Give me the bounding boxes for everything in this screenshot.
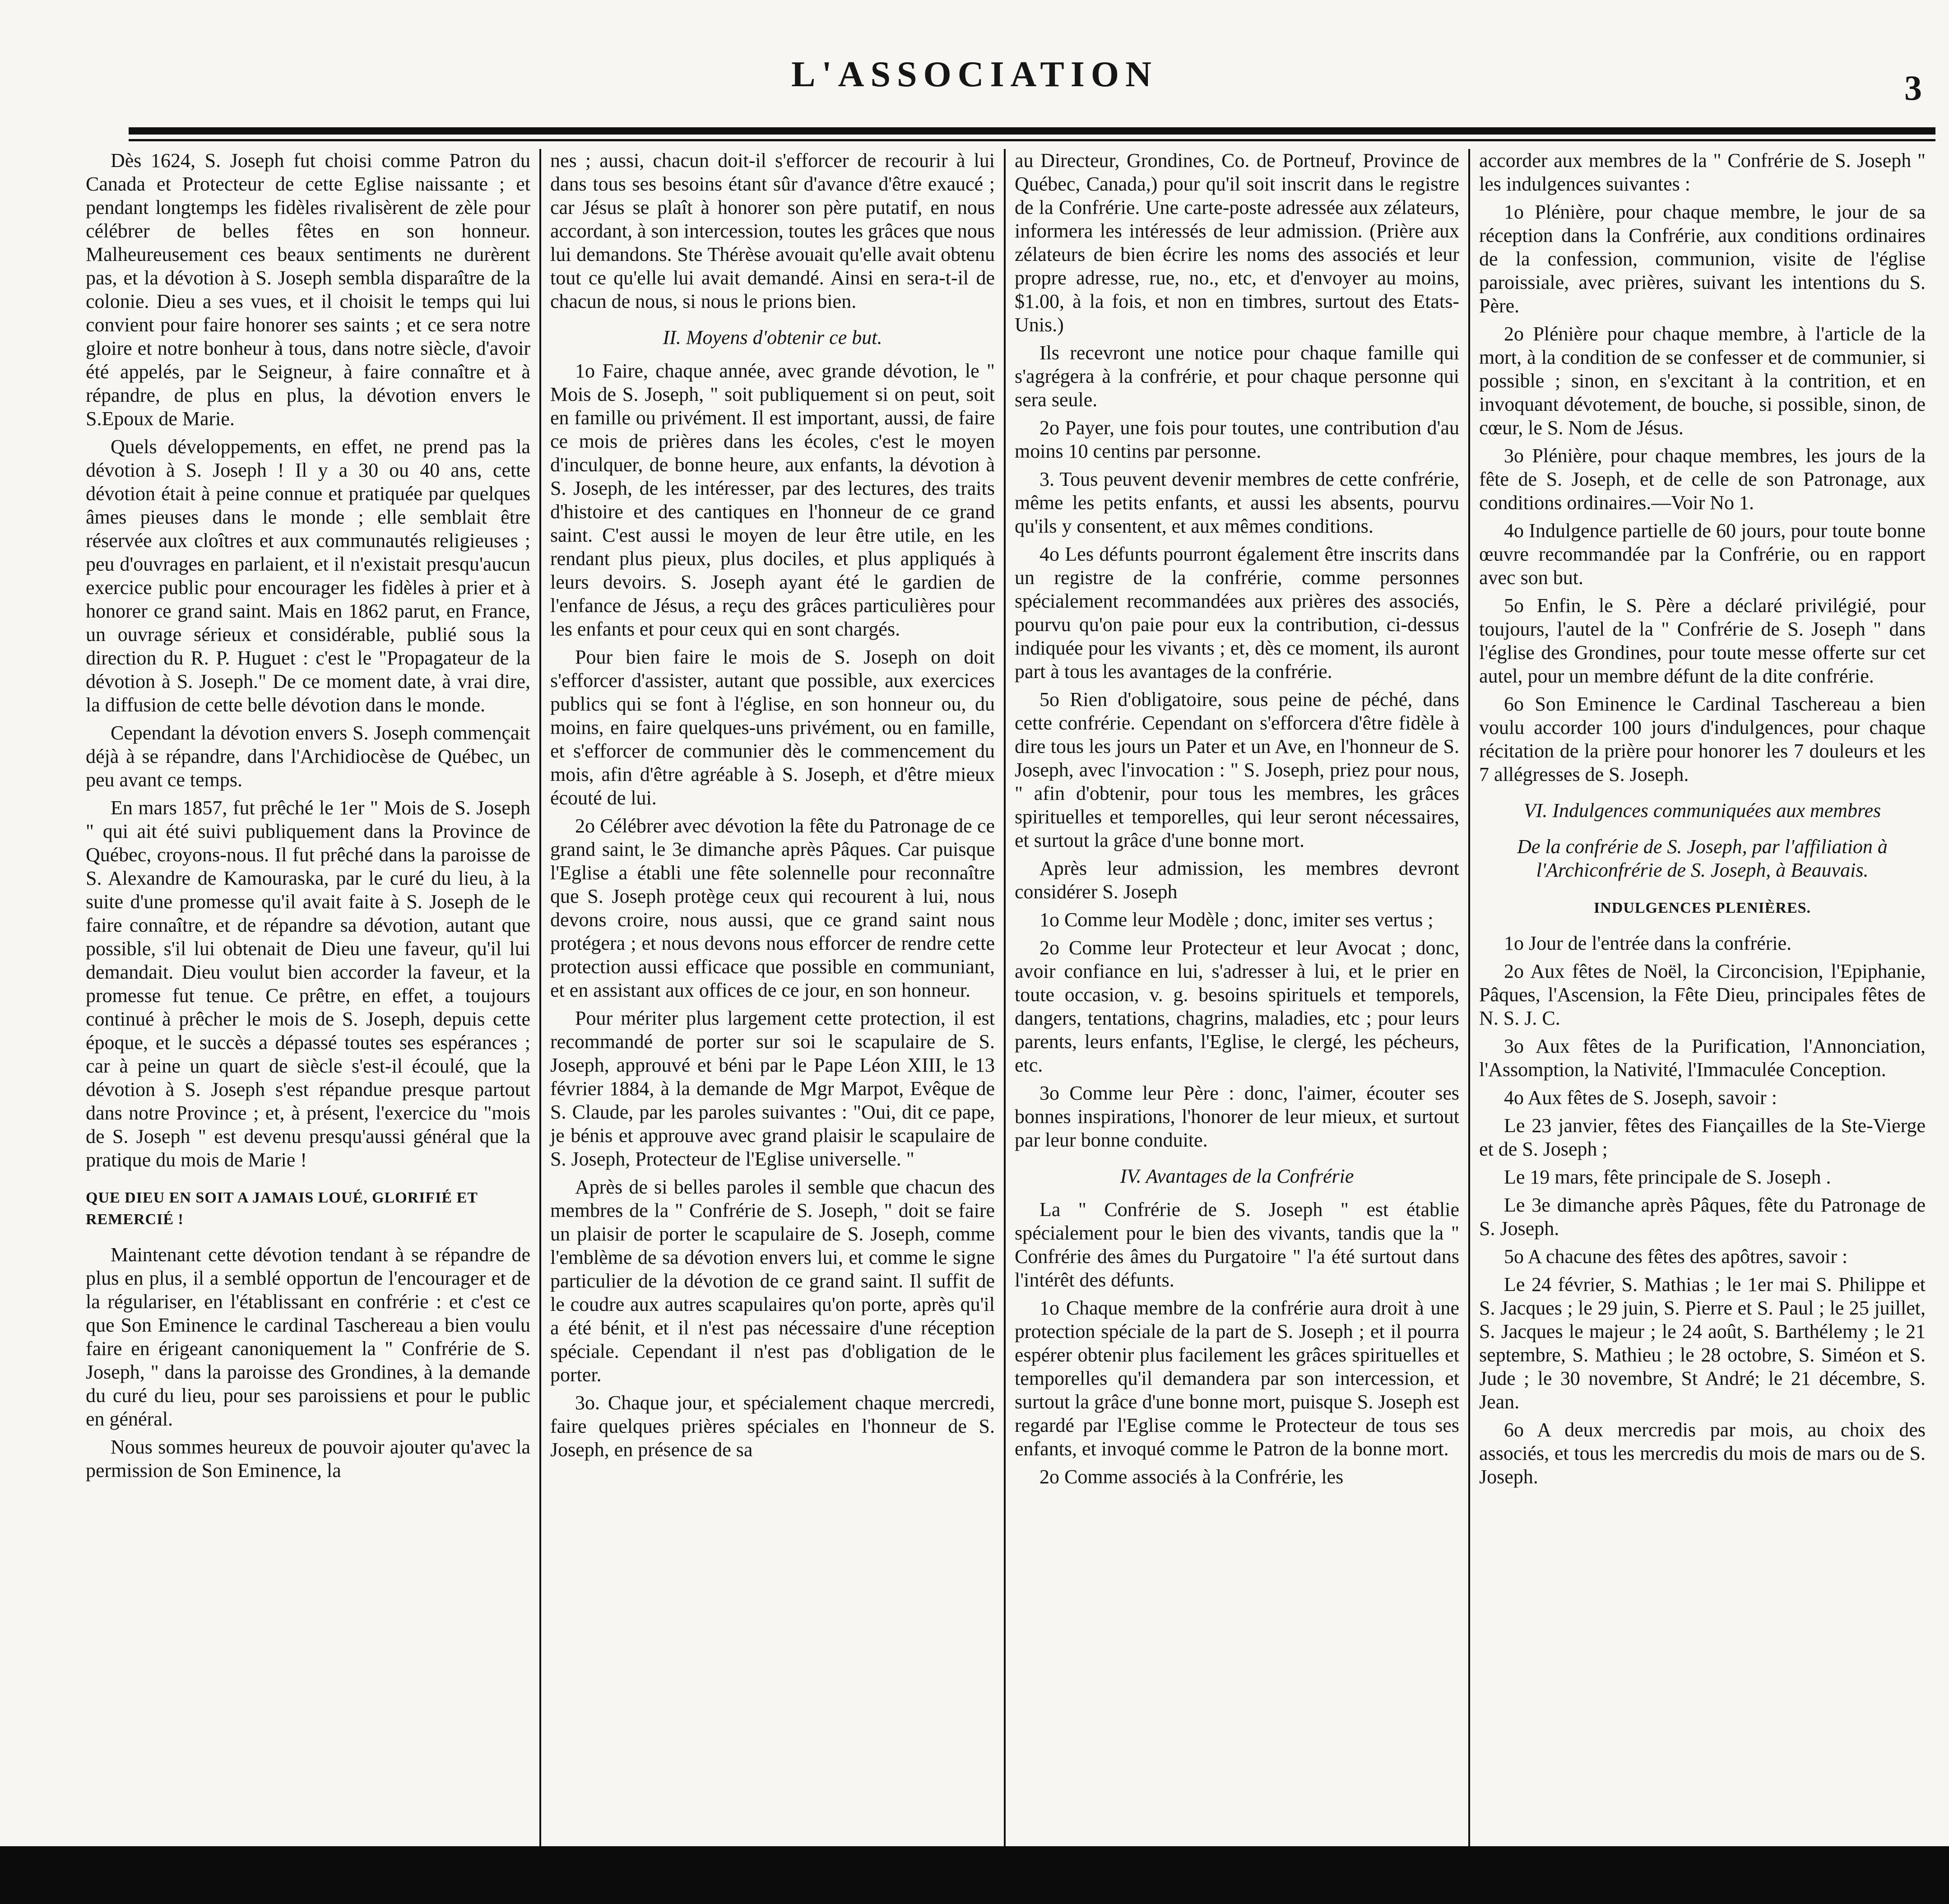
paragraph: 6o Son Eminence le Cardinal Taschereau a bien voulu accorder 100 jours d'indulgences, pour chaque récitation de la prière pour honorer les 7 douleurs et les 7 allégresses de S. Joseph. — [1479, 693, 1926, 785]
article-columns — [77, 149, 1935, 1846]
header-rule-thick — [129, 127, 1935, 135]
section-heading: VI. Indulgences communiquées aux membres — [1523, 799, 1881, 822]
paragraph: 3. Tous peuvent devenir membres de cette confrérie, même les petits enfants, et aussi les absents, pourvu qu'ils y consentent, et aux mêmes conditions. — [1015, 468, 1459, 537]
caps-heading: INDULGENCES PLENIÈRES. — [1593, 900, 1811, 916]
caps-heading: QUE DIEU EN SOIT A JAMAIS LOUÉ, GLORIFIÉ ET REMERCIÉ ! — [86, 1189, 478, 1228]
paragraph: 2o Célébrer avec dévotion la fête du Patronage de ce grand saint, le 3e dimanche après Pâques. Car puisque l'Eglise a établi une fête solennelle pour reconnaître que S. Joseph protège ceux qui recourent à lui, nous devons croire, nous aussi, que ce grand saint nous protégera ; et nous devons nous efforcer de rendre cette protection aussi efficace que possible en communiant, et en assistant aux offices de ce jour, en son honneur. — [550, 815, 995, 1001]
paragraph: 4o Les défunts pourront également être inscrits dans un registre de la confrérie, comme personnes spécialement recommandées aux prières des associés, pourvu qu'on paie pour eux la contribution, ci-dessus indiquée pour les vivants ; et, dès ce moment, ils auront part à tous les avantages de la confrérie. — [1015, 543, 1459, 683]
paragraph: accorder aux membres de la " Confrérie de S. Joseph " les indulgences suivantes : — [1479, 149, 1926, 195]
column-4 — [1470, 149, 1935, 1846]
paragraph: 6o A deux mercredis par mois, au choix des associés, et tous les mercredis du mois de mars ou de S. Joseph. — [1479, 1419, 1926, 1488]
paragraph: 3o Plénière, pour chaque membres, les jours de la fête de S. Joseph, et de celle de son Patronage, aux conditions ordinaires.—Voir No 1. — [1479, 445, 1926, 514]
scan-edge-bar — [0, 1846, 1949, 1904]
paragraph: Le 24 février, S. Mathias ; le 1er mai S. Philippe et S. Jacques ; le 29 juin, S. Pierre et S. Paul ; le 25 juillet, S. Jacques le majeur ; le 24 août, S. Barthélemy ; le 21 septembre, S. Mathieu ; le 28 octobre, S. Siméon et S. Jude ; le 30 novembre, St André; le 21 décembre, S. Jean. — [1479, 1273, 1926, 1413]
paragraph: 4o Aux fêtes de S. Joseph, savoir : — [1504, 1087, 1777, 1109]
paragraph: Après leur admission, les membres devront considérer S. Joseph — [1015, 857, 1459, 903]
page-number: 3 — [1904, 68, 1922, 107]
paragraph: Le 23 janvier, fêtes des Fiançailles de la Ste-Vierge et de S. Joseph ; — [1479, 1115, 1926, 1160]
page-header — [0, 0, 1949, 131]
paragraph: 1o Comme leur Modèle ; donc, imiter ses vertus ; — [1039, 909, 1434, 931]
column-1 — [77, 149, 541, 1846]
paragraph: Pour bien faire le mois de S. Joseph on doit s'efforcer d'assister, autant que possible, aux exercices publics qui se font à l'église, en son honneur ou, du moins, en faire quelques-uns privément, ou en famille, et s'efforcer de communier dès le commencement du mois, afin d'être agréable à S. Joseph, et d'être mieux écouté de lui. — [550, 646, 995, 809]
section-heading: IV. Avantages de la Confrérie — [1120, 1165, 1354, 1187]
paragraph: 1o Faire, chaque année, avec grande dévotion, le " Mois de S. Joseph, " soit publiquement si on peut, soit en famille ou privément. Il est important, aussi, de faire ce mois de prières dans les écoles, c'est le moyen d'inculquer, de bonne heure, aux enfants, la dévotion à S. Joseph, de les intéresser, par des lectures, des traits d'histoire et des cantiques en l'honneur de ce grand saint. C'est aussi le moyen de leur être utile, en les rendant plus pieux, plus dociles, et plus appliqués à leurs devoirs. S. Joseph ayant été le gardien de l'enfance de Jésus, a reçu des grâces particulières pour les enfants et pour ceux qui en sont chargés. — [550, 360, 995, 640]
paragraph: Le 19 mars, fête principale de S. Joseph . — [1504, 1166, 1831, 1188]
column-3 — [1006, 149, 1470, 1846]
paragraph: 2o Comme leur Protecteur et leur Avocat ; donc, avoir confiance en lui, s'adresser à lui, et le prier en toute occasion, v. g. besoins spirituels et temporels, dangers, tentations, chagrins, maladies, etc ; pour leurs parents, leurs enfants, l'Eglise, le clergé, les pécheurs, etc. — [1015, 937, 1459, 1076]
paragraph: Pour mériter plus largement cette protection, il est recommandé de porter sur soi le scapulaire de S. Joseph, approuvé et béni par le Pape Léon XIII, le 13 février 1884, à la demande de Mgr Marpot, Evêque de S. Claude, par les paroles suivantes : "Oui, dit ce pape, je bénis et approuve avec grand plaisir le scapulaire de S. Joseph, Protecteur de l'Eglise universelle. " — [550, 1007, 995, 1170]
paragraph: Cependant la dévotion envers S. Joseph commençait déjà à se répandre, dans l'Archidiocèse de Québec, un peu avant ce temps. — [86, 722, 530, 791]
paragraph: 3o Comme leur Père : donc, l'aimer, écouter ses bonnes inspirations, l'honorer de leur mieux, et surtout par leur bonne conduite. — [1015, 1082, 1459, 1151]
header-rule-thin — [129, 139, 1935, 141]
paragraph: Après de si belles paroles il semble que chacun des membres de la " Confrérie de S. Joseph, " doit se faire un plaisir de porter le scapulaire de S. Joseph, comme l'emblème de sa dévotion envers lui, et comme le signe particulier de la dévotion de ce grand saint. Il suffit de le coudre aux autres scapulaires qu'on porte, après qu'il a été bénit, et il n'est pas nécessaire d'une réception spéciale. Cependant il n'est pas d'obligation de le porter. — [550, 1176, 995, 1386]
paragraph: Le 3e dimanche après Pâques, fête du Patronage de S. Joseph. — [1479, 1194, 1926, 1240]
section-heading: De la confrérie de S. Joseph, par l'affiliation à l'Archiconfrérie de S. Joseph, à Beauvais. — [1517, 836, 1888, 881]
paragraph: 1o Plénière, pour chaque membre, le jour de sa réception dans la Confrérie, aux conditions ordinaires de la confession, communion, visite de l'église paroissiale, avec prières, suivant les intentions du S. Père. — [1479, 201, 1926, 317]
paragraph: Ils recevront une notice pour chaque famille qui s'agrégera à la confrérie, et pour chaque personne qui sera seule. — [1015, 342, 1459, 411]
paragraph: Maintenant cette dévotion tendant à se répandre de plus en plus, il a semblé opportun de l'encourager et de la régulariser, en l'établissant en confrérie : et c'est ce que Son Eminence le cardinal Taschereau a bien voulu faire en érigeant canoniquement la " Confrérie de S. Joseph, " dans la paroisse des Grondines, à la demande du curé du lieu, pour ses paroissiens et pour le public en général. — [86, 1244, 530, 1430]
paragraph: Dès 1624, S. Joseph fut choisi comme Patron du Canada et Protecteur de cette Eglise naissante ; et pendant longtemps les fidèles rivalisèrent de zèle pour célébrer de belles fêtes en son honneur. Malheureusement ces beaux sentiments ne durèrent pas, et la dévotion à S. Joseph sembla disparaître de la colonie. Dieu a ses vues, et il choisit le temps qui lui convient pour faire honorer ses saints ; et ce sera notre gloire et notre bonheur à tous, dans notre siècle, d'avoir été appelés, par le Seigneur, à faire connaître et à répandre, de plus en plus, la dévotion envers le S.Epoux de Marie. — [86, 149, 530, 430]
paragraph: 1o Jour de l'entrée dans la confrérie. — [1504, 932, 1792, 954]
paragraph: au Directeur, Grondines, Co. de Portneuf, Province de Québec, Canada,) pour qu'il soit inscrit dans le registre de la Confrérie. Une carte-poste adressée aux zélateurs, informera les intéressés de leur admission. (Prière aux zélateurs de bien écrire les noms des associés et leur propre adresse, rue, no., etc, et d'envoyer au moins, $1.00, à la fois, et non en timbres, surtout des Etats-Unis.) — [1015, 149, 1459, 336]
paragraph: 5o Rien d'obligatoire, sous peine de péché, dans cette confrérie. Cependant on s'efforcera d'être fidèle à dire tous les jours un Pater et un Ave, en l'honneur de S. Joseph, avec l'invocation : " S. Joseph, priez pour nous, " afin d'obtenir, pour tous les membres, les grâces spirituelles et temporelles, qui leur seront nécessaires, et surtout la grâce d'une bonne mort. — [1015, 688, 1459, 851]
column-2 — [541, 149, 1006, 1846]
paragraph: 1o Chaque membre de la confrérie aura droit à une protection spéciale de la part de S. Joseph ; et il pourra espérer obtenir plus facilement les grâces spirituelles et temporelles qu'il demandera par son intercession, et surtout la grâce d'une bonne mort, puisque S. Joseph est regardé par l'Eglise comme le Protecteur de tous ses enfants, et invoqué comme le Patron de la bonne mort. — [1015, 1297, 1459, 1460]
paragraph: 3o. Chaque jour, et spécialement chaque mercredi, faire quelques prières spéciales en l'honneur de S. Joseph, en présence de sa — [550, 1392, 995, 1461]
paragraph: Quels développements, en effet, ne prend pas la dévotion à S. Joseph ! Il y a 30 ou 40 ans, cette dévotion était à peine connue et pratiquée par quelques âmes pieuses dans le monde ; elle semblait être réservée aux cloîtres et aux communautés religieuses ; peu d'ouvrages en parlaient, et il n'existait presqu'aucun exercice public pour encourager les fidèles à prier et à honorer ce grand saint. Mais en 1862 parut, en France, un ouvrage sérieux et considérable, publié sous la direction du R. P. Huguet : c'est le "Propagateur de la dévotion à S. Joseph." De ce moment date, à vrai dire, la diffusion de cette belle dévotion dans le monde. — [86, 436, 530, 716]
paragraph: 2o Aux fêtes de Noël, la Circoncision, l'Epiphanie, Pâques, l'Ascension, la Fête Dieu, principales fêtes de N. S. J. C. — [1479, 960, 1926, 1029]
paragraph: nes ; aussi, chacun doit-il s'efforcer de recourir à lui dans tous ses besoins étant sûr d'avance d'être exaucé ; car Jésus se plaît à honorer son père putatif, en nous accordant, à son intercession, toutes les grâces que nous lui demandons. Ste Thérèse avouait qu'elle avait obtenu tout ce qu'elle lui avait demandé. Ainsi en sera-t-il de chacun de nous, si nous le prions bien. — [550, 149, 995, 312]
paragraph: 2o Comme associés à la Confrérie, les — [1039, 1466, 1344, 1488]
paragraph: 5o Enfin, le S. Père a déclaré privilégié, pour toujours, l'autel de la " Confrérie de S. Joseph " dans l'église des Grondines, pour toute messe offerte sur cet autel, pour un membre défunt de la dite confrérie. — [1479, 594, 1926, 687]
running-title: L'ASSOCIATION — [791, 55, 1158, 94]
section-heading: II. Moyens d'obtenir ce but. — [663, 326, 882, 348]
paragraph: 3o Aux fêtes de la Purification, l'Annonciation, l'Assomption, la Nativité, l'Immaculée Conception. — [1479, 1035, 1926, 1081]
paragraph: 4o Indulgence partielle de 60 jours, pour toute bonne œuvre recommandée par la Confrérie, ou en rapport avec son but. — [1479, 520, 1926, 589]
paragraph: 2o Payer, une fois pour toutes, une contribution d'au moins 10 centins par personne. — [1015, 417, 1459, 462]
paragraph: 5o A chacune des fêtes des apôtres, savoir : — [1504, 1245, 1848, 1268]
paragraph: En mars 1857, fut prêché le 1er " Mois de S. Joseph " qui ait été suivi publiquement dans la Province de Québec, croyons-nous. Il fut prêché dans la paroisse de S. Alexandre de Kamouraska, par le curé du lieu, à la suite d'une promesse qu'il avait faite à S. Joseph de le faire connaître, et de répandre sa dévotion, autant que possible, s'il lui obtenait de Dieu une faveur, qu'il lui demandait. Dieu voulut bien accorder la faveur, et la promesse fut tenue. Ce prêtre, en effet, a toujours continué à prêcher le mois de S. Joseph, depuis cette époque, et le succès a dépassé toutes ses espérances ; car à peine un quart de siècle s'est-il écoulé, que la dévotion à S. Joseph s'est répandue presque partout dans notre Province ; et, à présent, l'exercice du "mois de S. Joseph " est devenu presqu'aussi général que la pratique du mois de Marie ! — [86, 797, 530, 1171]
paragraph: 2o Plénière pour chaque membre, à l'article de la mort, à la condition de se confesser et de communier, si possible ; sinon, en s'excitant à la contrition, et en invoquant dévotement, de bouche, si possible, sinon, de cœur, le S. Nom de Jésus. — [1479, 323, 1926, 439]
paragraph: Nous sommes heureux de pouvoir ajouter qu'avec la permission de Son Eminence, la — [86, 1436, 530, 1481]
paragraph: La " Confrérie de S. Joseph " est établie spécialement pour le bien des vivants, tandis que la " Confrérie des âmes du Purgatoire " l'a été surtout dans l'intérêt des défunts. — [1015, 1198, 1459, 1291]
